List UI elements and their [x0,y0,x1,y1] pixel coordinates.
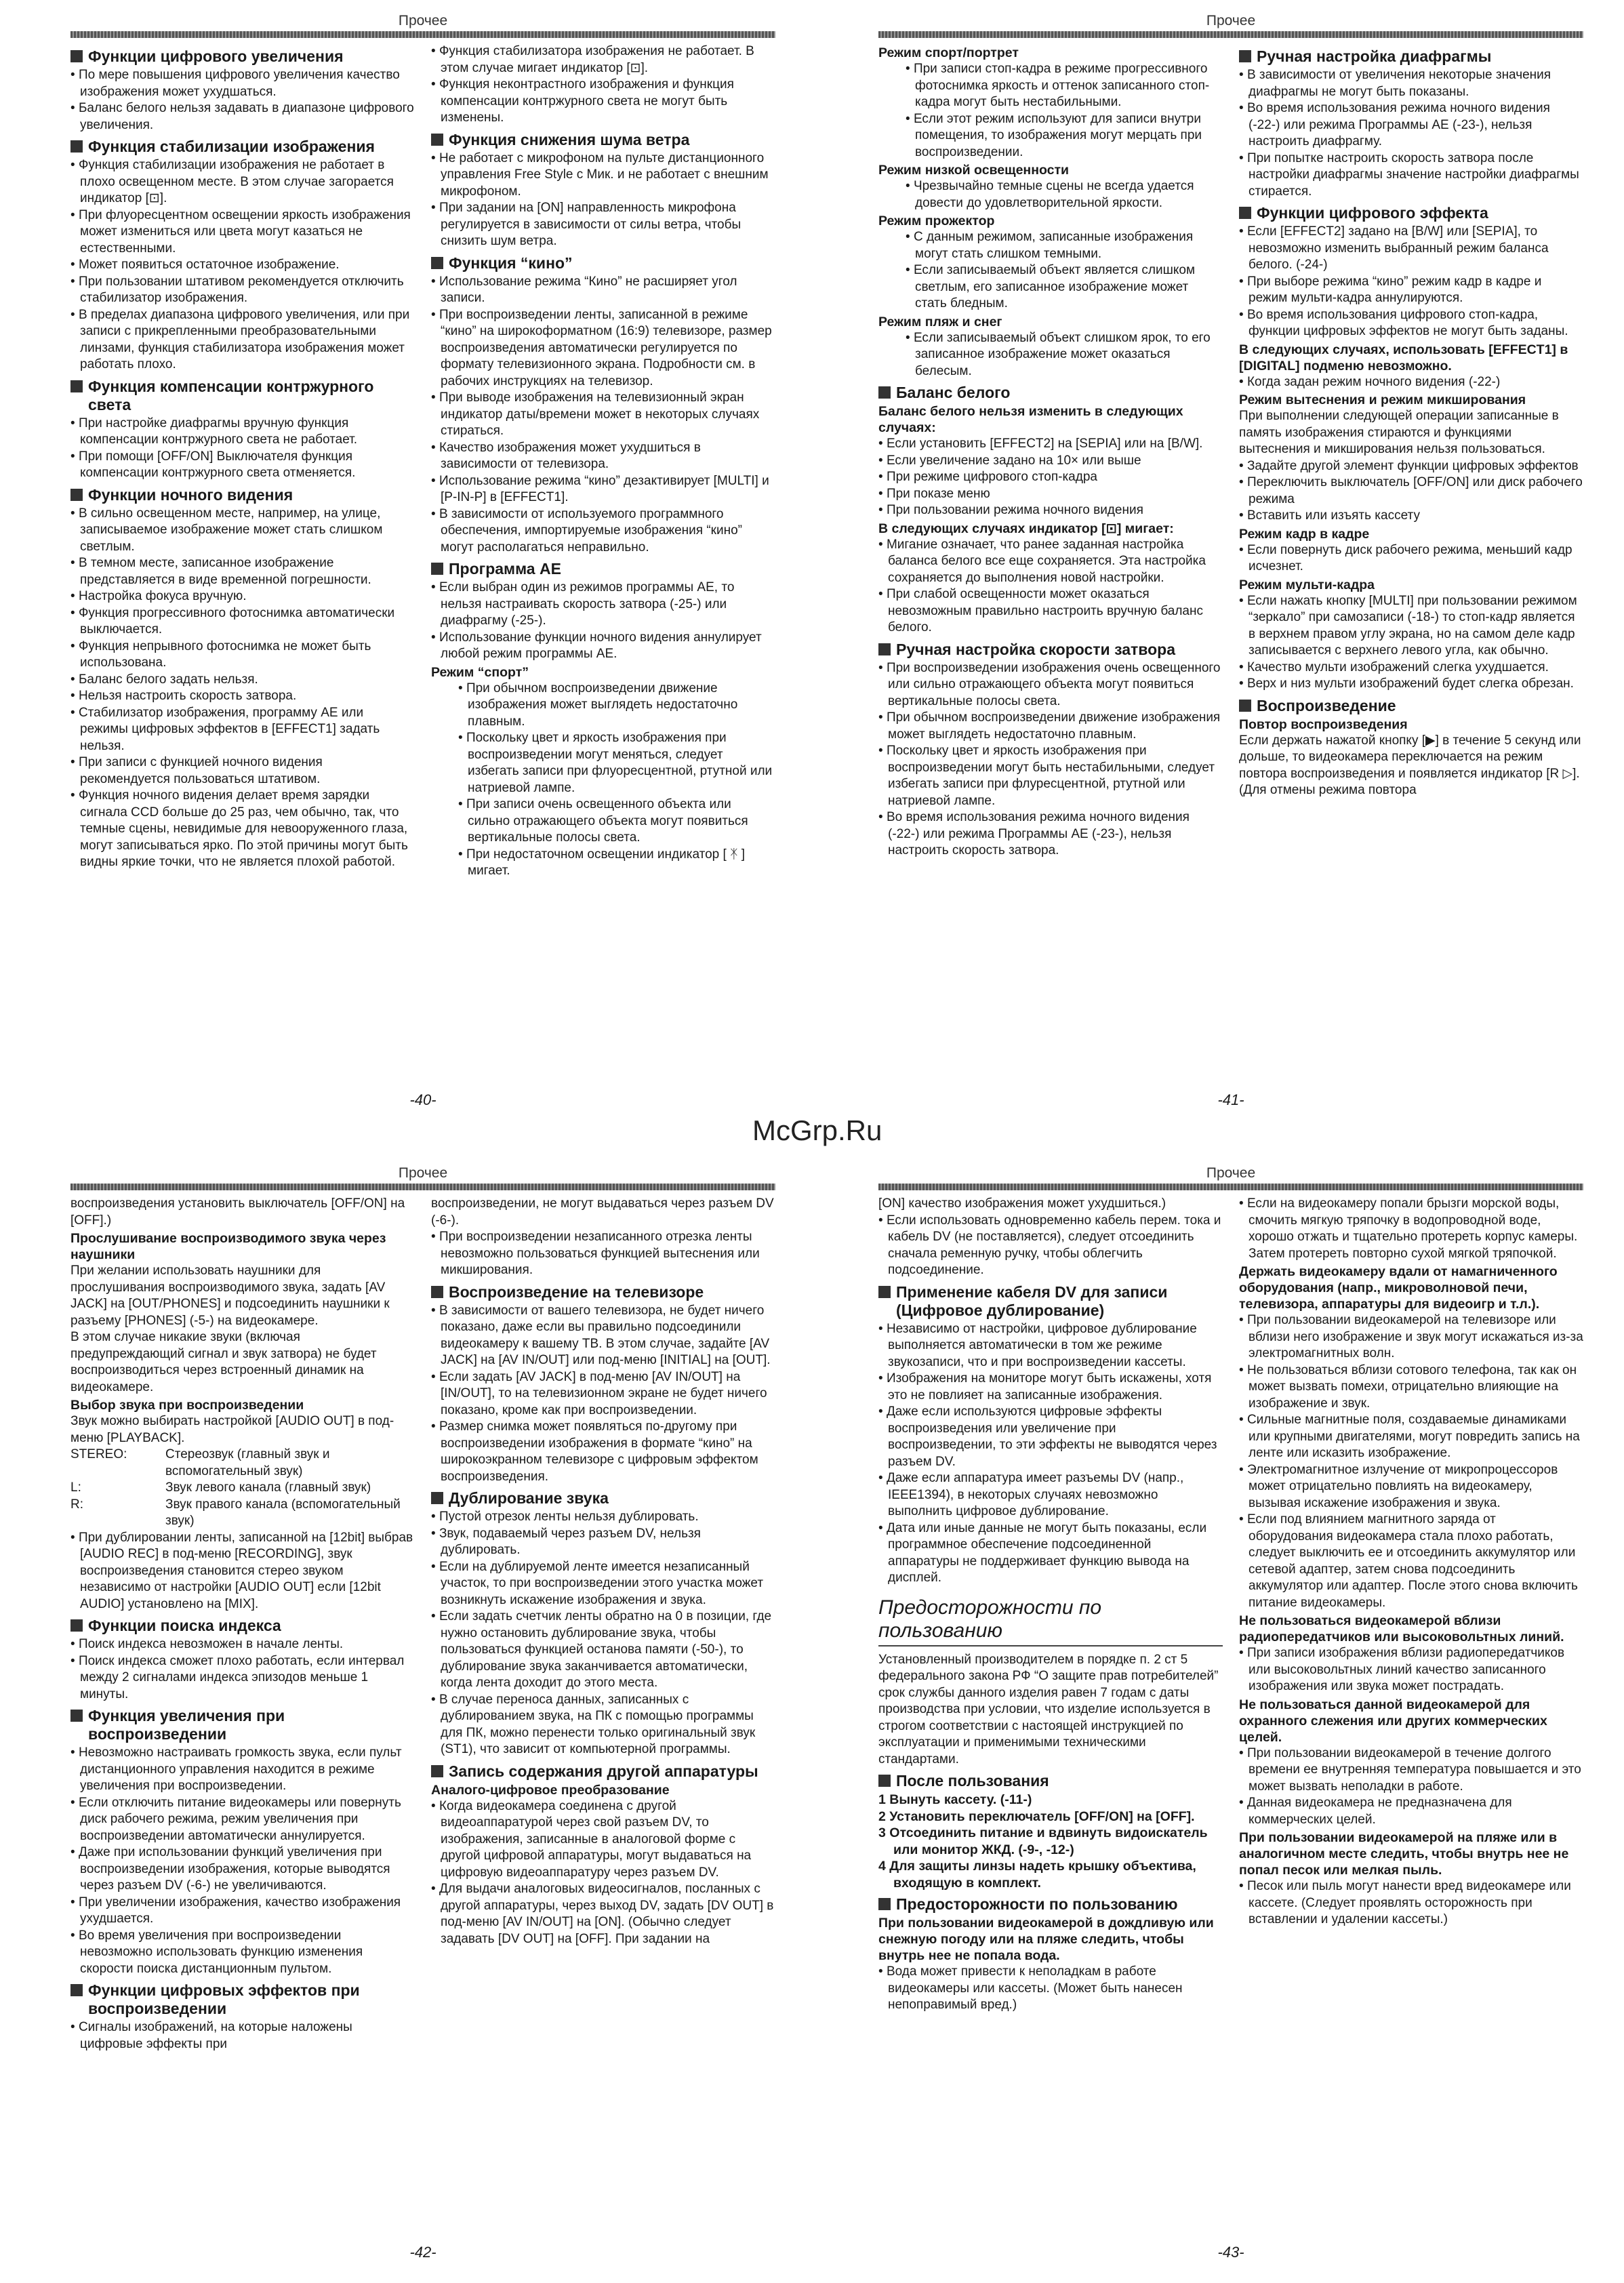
page-40 [70,11,775,1109]
section-heading [70,486,415,504]
subheading: Режим “спорт” [431,664,529,680]
bullet-item: • Использование режима “Кино” не расширяет угол записи. [431,274,775,307]
page-number: -43- [1217,2244,1244,2261]
bullet-item: • Задайте другой элемент функции цифровых эффектов [1239,458,1583,475]
section-title: Программа AE [449,560,561,578]
section-marker-icon [878,643,891,655]
section-heading [70,1617,415,1635]
section-title: Воспроизведение [1257,696,1396,714]
bullet-item: • Сильные магнитные поля, создаваемые динамиками или крупными двигателями, могут повредить запись на ленте или исказить изображение. [1239,1412,1583,1462]
page-number: -40- [409,1091,437,1108]
section-title: Дублирование звука [449,1489,609,1507]
section-heading [70,378,415,414]
bullet-item: • Сигналы изображений, на которые наложены цифровые эффекты при [70,2019,415,2053]
indented-item [431,847,775,880]
bullet-item: • Невозможно настраивать громкость звука, если пульт дистанционного управления находится в режиме увеличения при воспроизведении. [70,1745,415,1795]
paragraph: воспроизведения установить выключатель [OFF/ON] на [OFF].) [70,1196,405,1228]
bullet-item: • При пользовании видеокамерой в течение долгого времени ее внутренняя температура повышается и это может вызвать неполадки в работе. [1239,1745,1583,1796]
section-marker-icon [431,134,443,146]
definition-term: STEREO: [70,1447,127,1461]
bullet-item: • Мигание означает, что ранее заданная настройка баланса белого все еще сохраняется. Эта настройка сохраняется до выполнения новой настройки. [878,537,1223,587]
bullet-item: • Песок или пыль могут нанести вред видеокамере или кассете. (Следует проявлять осторожность при вставлении и удалении кассеты.) [1239,1878,1583,1928]
section-title: Функции поиска индекса [88,1617,281,1634]
bullet-item: • Пустой отрезок ленты нельзя дублировать. [431,1509,775,1526]
section-marker-icon [70,1984,83,1996]
bullet-item: • Использование режима “кино” дезактивирует [MULTI] и [P-IN-P] в [EFFECT1]. [431,473,775,506]
numbered-step [878,1809,1223,1825]
section-title: После пользования [896,1772,1049,1790]
definition-row [70,1447,415,1480]
subheading: Баланс белого нельзя изменить в следующих случаях: [878,404,1183,435]
bullet-item: • При попытке настроить скорость затвора после настройки диафрагмы значение настройки диафрагмы стирается. [1239,150,1583,201]
bullet-item: • Функция неконтрастного изображения и функция компенсации контржурного света не могут быть изменены. [431,77,775,127]
subheading: В следующих случаях, использовать [EFFECT1] в [DIGITAL] подменю невозможно. [1239,342,1568,373]
column-left [878,43,1223,1074]
bullet-item: • Электромагнитное излучение от микропроцессоров может отрицательно повлиять на видеокамеру, вызывая искажение изображения и звука. [1239,1462,1583,1512]
step-text: Вынуть кассету. (-11-) [889,1792,1032,1807]
page-43 [878,1163,1583,2261]
indented-item [878,61,1223,111]
definition-text: Звук правого канала (вспомогательный звук) [165,1497,401,1528]
subheading: Режим прожектор [878,214,995,228]
bullet-item: • Вода может привести к неполадкам в работе видеокамеры или кассеты. (Может быть нанесен непоправимый вред.) [878,1964,1223,2014]
paragraph: Если держать нажатой кнопку [▶] в течение 5 секунд или дольше, то видеокамера переключается на режим повтора воспроизведения и появляется индикатор [R ▷]. (Для отмены режима повтора [1239,733,1581,797]
bullet-item: • Когда задан режим ночного видения (-22-) [1239,374,1583,391]
definition-text: Звук левого канала (главный звук) [165,1480,371,1495]
column-right [431,1196,775,2226]
section-marker-icon [878,386,891,399]
chapter-heading [878,1596,1223,1646]
bullet-item: • Когда видеокамера соединена с другой видеоаппаратурой через свой разъем DV, то изображения, записанные в аналоговой форме с другой цифровой аппаратуры, могут выдаваться на цифровую видеоаппаратуру через разъем DV. [431,1798,775,1882]
column-right [431,43,775,1074]
bullet-item: • Во время увеличения при воспроизведении невозможно использовать функцию изменения скорости поиска дистанционным пультом. [70,1928,415,1978]
bullet-item: • Если под влиянием магнитного заряда от оборудования видеокамера стала плохо работать, следует выключить ее и отсоединить аккумулятор или сетевой адаптер, затем снова подсоединить аккумулятор или адаптер. После этого снова включить питание видеокамеры. [1239,1512,1583,1611]
bullet-item: • Не работает с микрофоном на пульте дистанционного управления Free Style с Мик. и не работает с внешним микрофоном. [431,150,775,201]
subheading: В следующих случаях индикатор [⊡] мигает: [878,521,1174,536]
section-heading [70,47,415,66]
watermark: McGrp.Ru [752,1114,882,1146]
paragraph: При желании использовать наушники для прослушивания воспроизводимого звука, задать [AV JACK] на [OUT/PHONES] и подсоединить наушники к разъему [PHONES] (-5-) на видеокамере. [70,1264,390,1328]
bullet-item: • При режиме цифрового стоп-кадра [878,469,1223,486]
section-marker-icon [431,1492,443,1504]
subheading: Аналого-цифровое преобразование [431,1782,670,1798]
section-title: Баланс белого [896,384,1011,401]
section-title: Функция “кино” [449,254,573,272]
definition-term: R: [70,1497,83,1512]
indented-item [431,730,775,796]
subheading: Режим низкой освещенности [878,163,1070,178]
bullet-item: • При записи с функцией ночного видения рекомендуется пользоваться штативом. [70,754,415,788]
bullet-item: • Функция прогрессивного фотоснимка автоматически выключается. [70,605,415,639]
bullet-item: • Если на дублируемой ленте имеется незаписанный участок, то при воспроизведении этого участка может возникнуть искажение изображения и звука. [431,1559,775,1609]
section-marker-icon [878,1775,891,1787]
section-marker-icon [1239,700,1251,712]
bullet-item: • При дублировании ленты, записанной на [12bit] выбрав [AUDIO REC] в под-меню [RECORDING], звук воспроизведения становится стерео звуком независимо от настройки [AUDIO OUT] если [12bit AUDIO] установлено на [MIX]. [70,1530,415,1613]
step-number: 3 [878,1825,886,1840]
section-marker-icon [878,1286,891,1298]
bullet-item: • При выборе режима “кино” режим кадр в кадре и режим мульти-кадра аннулируются. [1239,274,1583,307]
subheading: Режим кадр в кадре [1239,526,1370,542]
section-heading [431,1283,775,1301]
step-number: 2 [878,1809,886,1824]
subheading: Повтор воспроизведения [1239,716,1408,732]
bullet-item: • Для выдачи аналоговых видеосигналов, посланных с другой аппаратуры, через выход DV, задать [DV OUT] в под-меню [AV IN/OUT] на [ON]. (Обычно следует задавать [DV OUT] на [OFF]. При задании на [431,1881,775,1947]
section-title: Функция снижения шума ветра [449,130,690,148]
bullet-item: • При недостаточном освещении индикатор [ ᛡ ] мигает. [458,847,775,880]
subheading: Режим пляж и снег [878,314,1002,329]
bullet-item: • Если на видеокамеру попали брызги морской воды, смочить мягкую тряпочку в водопроводной воде, хорошо отжать и тщательно протереть корпус камеры. Затем протереть повторно сухой мягкой тряпочкой. [1239,1196,1583,1262]
section-heading [1239,47,1583,66]
bullet-item: • Если увеличение задано на 10× или выше [878,453,1223,470]
bullet-item: • В пределах диапазона цифрового увеличения, или при записи с прикрепленными преобразовательными линзами, функция стабилизатора изображения может работать плохо. [70,307,415,373]
section-heading [1239,204,1583,222]
bullet-item: • При пользовании режима ночного видения [878,502,1223,519]
bullet-item: • При записи изображения вблизи радиопередатчиков или высоковольтных линий качество записанного изображения или звука может пострадать. [1239,1645,1583,1695]
step-number: 4 [878,1859,886,1874]
section-marker-icon [70,50,83,62]
bullet-item: • В случае переноса данных, записанных с дублированием звука, на ПК с помощью программы для ПК, можно перенести только оригинальный звук (ST1), что зависит от компьютерной программы. [431,1692,775,1758]
bullet-item: • Даже при использовании функций увеличения при воспроизведении изображения, которые выводятся через разъем DV (-6-) не увеличиваются. [70,1844,415,1895]
page-number: -42- [409,2244,437,2261]
section-marker-icon [70,1710,83,1722]
header-rule [878,31,1583,38]
page-number: -41- [1217,1091,1244,1108]
section-title: Функции цифрового увеличения [88,47,344,65]
bullet-item: • Чрезвычайно темные сцены не всегда удается довести до удовлетворительной яркости. [906,178,1223,211]
section-heading [878,1283,1223,1320]
paragraph: В этом случае никакие звуки (включая предупреждающий сигнал и звук затвора) не будет воспроизводиться через встроенный динамик на видеокамере. [70,1330,377,1394]
bullet-item: • Если задать [AV JACK] в под-меню [AV IN/OUT] на [IN/OUT], то на телевизионном экране не будет ничего показано, кроме как при воспроизведении. [431,1369,775,1419]
bullet-item: • При воспроизведении ленты, записанной в режиме “кино” на широкоформатном (16:9) телевизоре, размер воспроизведения автоматически регулируется по формату телевизионного экрана. Подробности см. в рабочих инструкциях на телевизор. [431,307,775,390]
section-marker-icon [1239,50,1251,62]
bullet-item: • Баланс белого нельзя задавать в диапазоне цифрового увеличения. [70,100,415,134]
bullet-item: • Если задать счетчик ленты обратно на 0 в позиции, где нужно остановить дублирование звука, чтобы пользоваться функцией останова памяти (-50-), то дублирование звука заканчивается автоматически, когда лента доходит до этого места. [431,1609,775,1692]
section-title: Функции ночного видения [88,485,293,504]
bullet-item: • Баланс белого задать нельзя. [70,672,415,689]
bullet-item: • Если этот режим используют для записи внутри помещения, то изображения могут мерцать при воспроизведении. [906,111,1223,161]
section-title: Ручная настройка диафрагмы [1257,47,1492,65]
bullet-item: • С данным режимом, записанные изображения могут стать слишком темными. [906,229,1223,262]
section-marker-icon [1239,207,1251,219]
subheading: Не пользоваться данной видеокамерой для охранного слежения или других коммерческих целей. [1239,1697,1547,1745]
section-heading [1239,697,1583,715]
subheading: Режим вытеснения и режим микширования [1239,392,1526,407]
indented-item [878,111,1223,161]
definition-text: Стереозвук (главный звук и вспомогательный звук) [165,1447,330,1478]
bullet-item: • При обычном воспроизведении движение изображения может выглядеть недостаточно плавным. [458,681,775,731]
bullet-item: • Поскольку цвет и яркость изображения при воспроизведении могут быть нестабильными, следует избегать записи при флуресцентной, ртутной или натриевой лампе. [878,743,1223,809]
bullet-item: • При выводе изображения на телевизионный экран индикатор даты/времени может в некоторых случаях стираться. [431,390,775,440]
indented-item [431,681,775,731]
section-title: Предосторожности по пользованию [896,1895,1178,1913]
section-title: Функция стабилизации изображения [88,138,375,155]
section-heading [878,641,1223,659]
bullet-item: • Если использовать одновременно кабель перем. тока и кабель DV (не поставляется), следует отсоединить сначала ременную ручку, чтобы облегчить подсоединение. [878,1213,1223,1279]
definition-row [70,1480,415,1497]
section-marker-icon [70,489,83,501]
bullet-item: • В темном месте, записанное изображение представляется в виде временной погрешности. [70,555,415,588]
section-marker-icon [70,140,83,153]
bullet-item: • Функция стабилизации изображения не работает в плохо освещенном месте. В этом случае загорается индикатор [⊡]. [70,157,415,207]
indented-item [878,229,1223,262]
step-text: Для защиты линзы надеть крышку объектива, входящую в комплект. [889,1859,1196,1891]
bullet-item: • Во время использования режима ночного видения (-22-) или режима Программы AE (-23-), нельзя настроить диафрагму. [1239,100,1583,150]
bullet-item: • Даже если аппаратура имеет разъемы DV (напр., IEEE1394), в некоторых случаях невозможно выполнить цифровое дублирование. [878,1470,1223,1520]
numbered-step [878,1858,1223,1891]
bullet-item: • Если повернуть диск рабочего режима, меньший кадр исчезнет. [1239,542,1583,575]
chapter-title: Предосторожности по пользованию [878,1596,1102,1642]
bullet-item: • Если нажать кнопку [MULTI] при пользовании режимом “зеркало” при самозаписи (-18-) то стоп-кадр является в верхнем правом углу экрана, но на самом деле кадр записывается с верхнего левого угла, как обычно. [1239,593,1583,660]
bullet-item: • По мере повышения цифрового увеличения качество изображения может ухудшаться. [70,67,415,100]
bullet-item: • В зависимости от вашего телевизора, не будет ничего показано, даже если вы правильно подсоединили видеокамеру к вашему ТВ. В этом случае, задайте [AV JACK] на [AV IN/OUT] или под-меню [INITIAL] на [OUT]. [431,1303,775,1369]
subheading: Режим мульти-кадра [1239,577,1375,592]
step-text: Установить переключатель [OFF/ON] на [OFF]. [889,1809,1195,1824]
bullet-item: • При пользовании штативом рекомендуется отключить стабилизатор изображения. [70,274,415,307]
paragraph: Установленный производителем в порядке п. 2 ст 5 федерального закона РФ “О защите прав потребителей” срок службы данного изделия равен 7 годам с даты производства при условии, что изделие используется в строгом соответствии с настоящей инструкцией по эксплуатации и применимыми техническими стандартами. [878,1652,1219,1766]
bullet-item: • Переключить выключатель [OFF/ON] или диск рабочего режима [1239,474,1583,508]
bullet-item: • В зависимости от увеличения некоторые значения диафрагмы не могут быть показаны. [1239,67,1583,100]
bullet-item: • При воспроизведении незаписанного отрезка ленты невозможно пользоваться функцией вытеснения или микширования. [431,1229,775,1279]
section-title: Воспроизведение на телевизоре [449,1282,704,1301]
bullet-item: • Данная видеокамера не предназначена для коммерческих целей. [1239,1795,1583,1828]
section-heading [70,1981,415,2018]
numbered-step [878,1792,1223,1809]
column-right [1239,1196,1583,2226]
bullet-item: • Звук, подаваемый через разъем DV, нельзя дублировать. [431,1526,775,1559]
page-header: Прочее [1206,13,1256,28]
bullet-item: • При записи стоп-кадра в режиме прогрессивного фотоснимка яркость и оттенок записанного стоп-кадра могут быть нестабильными. [906,61,1223,111]
bullet-item: • Поскольку цвет и яркость изображения при воспроизведении могут меняться, следует избегать записи при флуоресцентной, ртутной или натриевой лампе. [458,730,775,796]
numbered-step [878,1825,1223,1858]
bullet-item: • Дата или иные данные не могут быть показаны, если программное обеспечение подсоединенной аппаратуры не поддерживает функцию вывода на дисплей. [878,1520,1223,1587]
page-42 [70,1163,775,2261]
bullet-item: • Если [EFFECT2] задано на [B/W] или [SEPIA], то невозможно изменить выбранный режим баланса белого. (-24-) [1239,224,1583,274]
page-header: Прочее [398,13,448,28]
bullet-item: • Стабилизатор изображения, программу AE или режимы цифровых эффектов в [EFFECT1] задать нельзя. [70,705,415,755]
bullet-item: • Использование функции ночного видения аннулирует любой режим программы AE. [431,630,775,663]
bullet-item: • Поиск индекса невозможен в начале ленты. [70,1636,415,1653]
bullet-item: • Качество изображения может ухудшиться в зависимости от телевизора. [431,440,775,473]
bullet-item: • Поиск индекса сможет плохо работать, если интервал между 2 сигналами индекса эпизодов меньше 1 минуты. [70,1653,415,1703]
section-marker-icon [431,1286,443,1298]
bullet-item: • Даже если используются цифровые эффекты воспроизведения или увеличение при воспроизведении, то эти эффекты не выводятся через разъем DV. [878,1404,1223,1470]
bullet-item: • В сильно освещенном месте, например, на улице, записываемое изображение может стать слишком светлым. [70,506,415,556]
bullet-item: • В зависимости от используемого программного обеспечения, импортируемые изображения “кино” могут располагаться неправильно. [431,506,775,557]
section-heading [431,131,775,149]
section-heading [70,1707,415,1743]
bullet-item: • Изображения на мониторе могут быть искажены, хотя это не повлияет на записанные изображения. [878,1371,1223,1404]
bullet-item: • Если установить [EFFECT2] на [SEPIA] или на [B/W]. [878,436,1223,453]
section-heading [878,384,1223,402]
bullet-item: • Вставить или изъять кассету [1239,508,1583,525]
section-heading [878,1772,1223,1790]
section-heading [431,1489,775,1508]
bullet-item: • При воспроизведении изображения очень освещенного или сильно отражающего объекта могут появиться вертикальные полосы света. [878,660,1223,710]
bullet-item: • Если отключить питание видеокамеры или повернуть диск рабочего режима, режим увеличения при воспроизведении автоматически аннулируется. [70,1795,415,1845]
subheading: При пользовании видеокамерой в дождливую или снежную погоду или на пляже следить, чтобы внутрь нее не попала вода. [878,1916,1214,1963]
bullet-item: • Во время использования режима ночного видения (-22-) или режима Программы AE (-23-), нельзя настроить скорость затвора. [878,809,1223,860]
bullet-item: • Функция непрывного фотоснимка не может быть использована. [70,639,415,672]
bullet-item: • При обычном воспроизведении движение изображения может выглядеть недостаточно плавным. [878,710,1223,743]
bullet-item: • Если записываемый объект является слишком светлым, его записанное изображение может стать бледным. [906,262,1223,312]
column-right [1239,43,1583,1074]
section-title: Функции цифровых эффектов при воспроизведении [88,1981,360,2017]
column-left [70,43,415,1074]
definition-term: L: [70,1480,81,1495]
section-heading [70,138,415,156]
bullet-item: • Не пользоваться вблизи сотового телефона, так как он может вызвать помехи, отрицательно влияющие на изображение и звук. [1239,1362,1583,1413]
column-left [878,1196,1223,2226]
header-rule [70,31,775,38]
bullet-item: • При помощи [OFF/ON] Выключателя функция компенсации контржурного света отменяется. [70,449,415,482]
bullet-item: • Если записываемый объект слишком ярок, то его записанное изображение может оказаться белесым. [906,330,1223,380]
page-header: Прочее [1206,1165,1256,1181]
indented-item [878,262,1223,312]
paragraph: воспроизведении, не могут выдаваться через разъем DV (-6-). [431,1196,774,1228]
section-title: Функция увеличения при воспроизведении [88,1707,285,1743]
paragraph: Звук можно выбирать настройкой [AUDIO OUT] в под-меню [PLAYBACK]. [70,1414,394,1445]
bullet-item: • Функция стабилизатора изображения не работает. В этом случае мигает индикатор [⊡]. [431,43,775,77]
step-number: 1 [878,1792,886,1807]
bullet-item: • Верх и низ мульти изображений будет слегка обрезан. [1239,676,1583,693]
bullet-item: • При увеличении изображения, качество изображения ухудшается. [70,1895,415,1928]
bullet-item: • При флуоресцентном освещении яркость изображения может измениться или цвета могут казаться не естественными. [70,207,415,258]
section-marker-icon [431,257,443,269]
bullet-item: • Качество мульти изображений слегка ухудшается. [1239,660,1583,676]
section-marker-icon [431,1765,443,1777]
section-marker-icon [431,563,443,575]
subheading: Выбор звука при воспроизведении [70,1398,304,1413]
bullet-item: • При настройке диафрагмы вручную функция компенсации контржурного света не работает. [70,416,415,449]
section-title: Функции цифрового эффекта [1257,204,1488,222]
bullet-item: • Функция ночного видения делает время зарядки сигнала CCD больше до 25 раз, чем обычно, так, что темные сцены, невидимые для невооруженного глаза, могут записываться ярко. По этой причины могут быть видны яркие точки, что не является плохой работой. [70,788,415,871]
header-rule [878,1184,1583,1190]
subheading: Не пользоваться видеокамерой вблизи радиопередатчиков или высоковольтных линий. [1239,1613,1564,1644]
bullet-item: • Размер снимка может появляться по-другому при воспроизведении изображения в формате “кино” на широкоэкранном телевизоре с цифровым эффектом воспроизведения. [431,1419,775,1485]
indented-item [878,178,1223,211]
bullet-item: • При пользовании видеокамерой на телевизоре или вблизи него изображение и звук могут искажаться из-за электромагнитных волн. [1239,1312,1583,1362]
subheading: При пользовании видеокамерой на пляже или в аналогичном месте следить, чтобы внутрь нее не попал песок или мелкая пыль. [1239,1830,1569,1878]
bullet-item: • Настройка фокуса вручную. [70,588,415,605]
section-title: Функция компенсации контржурного света [88,377,374,413]
column-left [70,1196,415,2226]
section-heading [878,1895,1223,1914]
indented-item [431,796,775,847]
indented-item [878,330,1223,380]
page-41 [878,11,1583,1109]
bullet-item: • Если выбран один из режимов программы AE, то нельзя настраивать скорость затвора (-25-) или диафрагму (-25-). [431,580,775,630]
section-title: Запись содержания другой аппаратуры [449,1762,758,1780]
subheading: Прослушивание воспроизводимого звука через наушники [70,1231,386,1262]
paragraph: При выполнении следующей операции записанные в память изображения стираются и функциями вытеснения и микширования нельзя пользоваться. [1239,409,1559,456]
bullet-item: • При задании на [ON] направленность микрофона регулируется в зависимости от силы ветра, чтобы снизить шум ветра. [431,200,775,250]
bullet-item: • При слабой освещенности может оказаться невозможным правильно настроить вручную баланс белого. [878,586,1223,637]
header-rule [70,1184,775,1190]
section-heading [431,560,775,578]
bullet-item: • Может появиться остаточное изображение. [70,257,415,274]
subheading: Держать видеокамеру вдали от намагниченного оборудования (напр., микроволновой печи, телевизора, аппаратуры для видеоигр и т.л.). [1239,1264,1558,1312]
step-text: Отсоединить питание и вдвинуть видоискатель или монитор ЖКД. (-9-, -12-) [889,1825,1208,1857]
section-heading [431,1762,775,1781]
bullet-item: • Нельзя настроить скорость затвора. [70,688,415,705]
bullet-item: • При записи очень освещенного объекта или сильно отражающего объекта могут появиться вертикальные полосы света. [458,796,775,847]
paragraph: [ON] качество изображения может ухудшиться.) [878,1196,1166,1211]
section-marker-icon [70,380,83,392]
section-title: Применение кабеля DV для записи (Цифровое дублирование) [896,1282,1168,1319]
section-title: Ручная настройка скорости затвора [896,640,1175,658]
bullet-item: • Во время использования цифрового стоп-кадра, функции цифровых эффектов не могут быть заданы. [1239,307,1583,340]
section-marker-icon [878,1898,891,1910]
page-header: Прочее [398,1165,448,1181]
section-heading [431,254,775,272]
subheading: Режим спорт/портрет [878,45,1019,60]
chapter-rule [878,1645,1223,1646]
bullet-item: • Независимо от настройки, цифровое дублирование выполняется автоматически в том же режиме звукозаписи, что и при воспроизведении кассеты. [878,1321,1223,1371]
definition-row [70,1497,415,1530]
section-marker-icon [70,1619,83,1632]
bullet-item: • При показе меню [878,486,1223,503]
